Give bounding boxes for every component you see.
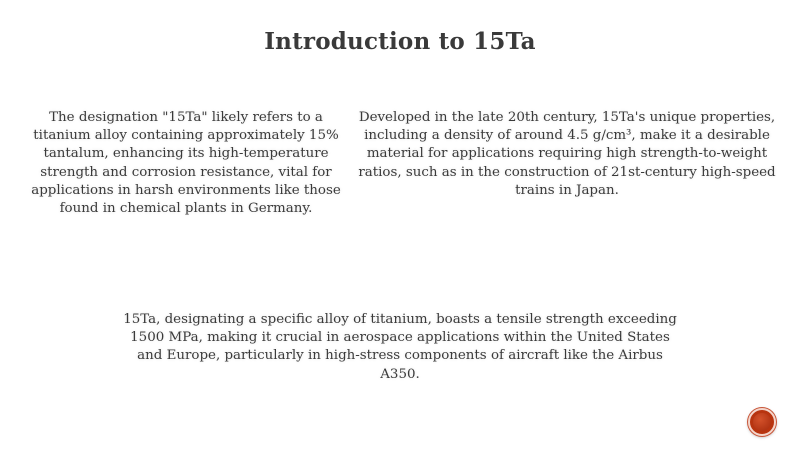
paragraph-left: The designation "15Ta" likely refers to a titanium alloy containing approximately 15% tantalum, enhancing its high-temperature strength and corrosion resistance, vital for applications in harsh environments like those found in chemical plants in Germany.	[31, 110, 341, 217]
paragraph-right: Developed in the late 20th century, 15Ta's unique properties, including a density of around 4.5 g/cm³, make it a desirable material for applications requiring high strength-to-weight ratios, such as in the construction of 21st-century high-speed trains in Japan.	[358, 110, 776, 198]
paragraph-bottom: 15Ta, designating a specific alloy of titanium, boasts a tensile strength exceeding 1500 MPa, making it crucial in aerospace applications within the United States and Europe, particularly in high-stress components of aircraft like the Airbus A350.	[123, 312, 677, 382]
circle-nav-icon[interactable]	[748, 408, 776, 436]
slide-title: Introduction to 15Ta	[264, 28, 536, 55]
